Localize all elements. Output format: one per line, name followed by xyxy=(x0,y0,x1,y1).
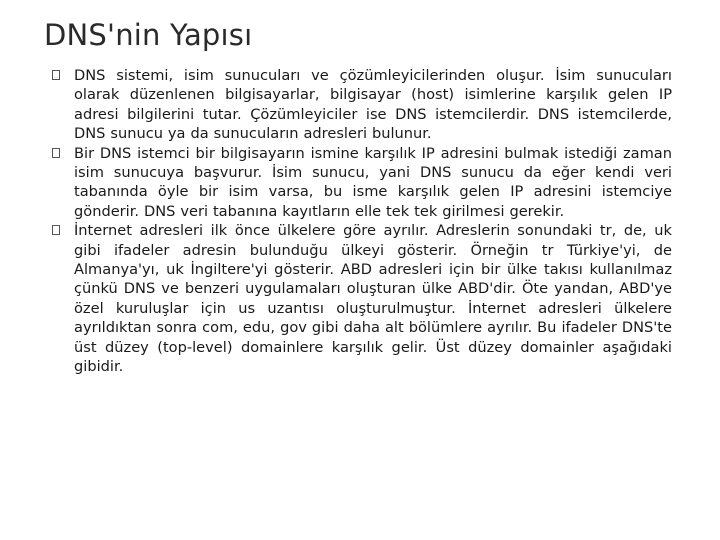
bullet-item xyxy=(52,221,672,376)
bullet-item xyxy=(52,144,672,222)
slide-title: DNS'nin Yapısı xyxy=(44,18,253,52)
square-bullet-icon xyxy=(52,221,74,235)
bullet-list xyxy=(52,66,672,377)
bullet-text: DNS sistemi, isim sunucuları ve çözümleyicilerinden oluşur. İsim sunucuları olarak düzenlenen bilgisayarlar, bilgisayar (host) isimlerine karşılık gelen IP adresi bilgilerini tutar. Çözümleyiciler ise DNS istemcilerdir. DNS istemcilerde, DNS sunucu ya da sunucuların adresleri bulunur. xyxy=(74,67,672,143)
bullet-item xyxy=(52,66,672,144)
bullet-text: İnternet adresleri ilk önce ülkelere göre ayrılır. Adreslerin sonundaki tr, de, uk gibi ifadeler adresin bulunduğu ülkeyi gösterir. Örneğin tr Türkiye'yi, de Almanya'yı, uk İngiltere'yi gösterir. ABD adresleri için bir ülke takısı kullanılmaz çünkü DNS ve benzeri uygulamaları oluşturan ülke ABD'dir. Öte yandan, ABD'ye özel kuruluşlar için us uzantısı oluşturulmuştur. İnternet adresleri ülkelere ayrıldıktan sonra com, edu, gov gibi daha alt bölümlere ayrılır. Bu ifadeler DNS'te üst düzey (top-level) domainlere karşılık gelir. Üst düzey domainler aşağıdaki gibidir. xyxy=(74,222,672,376)
square-bullet-icon xyxy=(52,66,74,80)
square-bullet-icon xyxy=(52,144,74,158)
bullet-text: Bir DNS istemci bir bilgisayarın ismine karşılık IP adresini bulmak istediği zaman isim sunucuya başvurur. İsim sunucu, yani DNS sunucu da eğer kendi veri tabanında öyle bir isim varsa, bu isme karşılık gelen IP adresini istemciye gönderir. DNS veri tabanına kayıtların elle tek tek girilmesi gerekir. xyxy=(74,144,672,220)
